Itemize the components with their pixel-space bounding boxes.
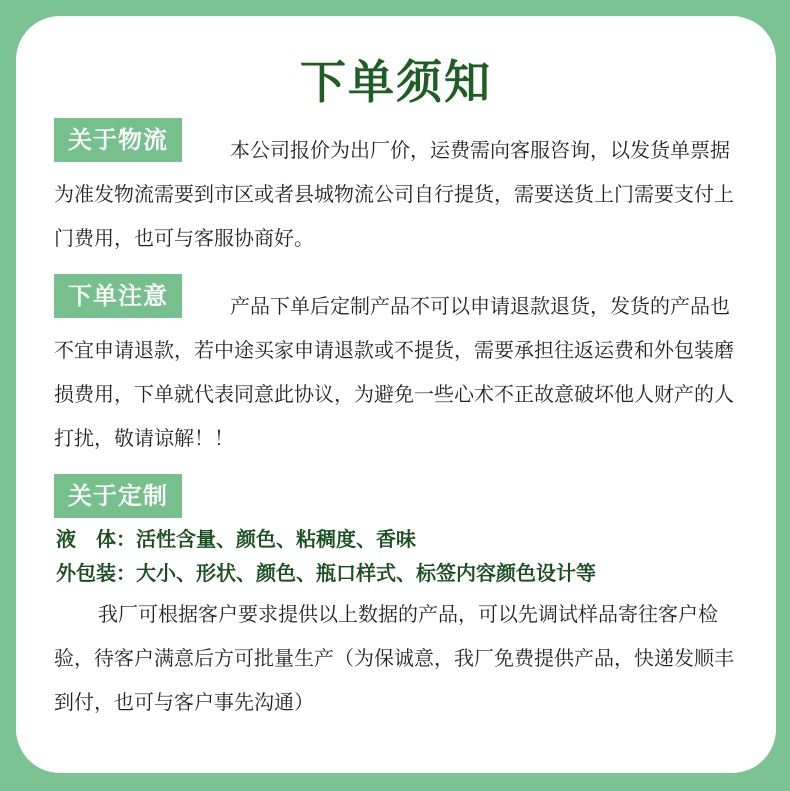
notice-card bbox=[16, 16, 776, 773]
order-notice-paragraph bbox=[54, 284, 744, 460]
customization-paragraph: 我厂可根据客户要求提供以上数据的产品，可以先调试样品寄往客户检验，待客户满意后方可批量生产（为保诚意，我厂免费提供产品，快递发顺丰到付，也可与客户事先沟通） bbox=[54, 602, 734, 714]
section-label-logistics: 关于物流 bbox=[54, 118, 182, 162]
page-title: 下单须知 bbox=[300, 55, 492, 109]
packaging-spec: 外包装：大小、形状、颜色、瓶口样式、标签内容颜色设计等 bbox=[56, 561, 596, 585]
order-notice-text: 产品下单后定制产品不可以申请退款退货，发货的产品也不宜申请退款，若中途买家申请退款或不提货，需要承担往返运费和外包装磨损费用，下单就代表同意此协议，为避免一些心术不正故意破坏他人财产的人打扰，敬请谅解！！ bbox=[54, 294, 734, 450]
section-label-customization: 关于定制 bbox=[54, 474, 182, 518]
logistics-paragraph bbox=[54, 128, 744, 260]
liquid-spec: 液 体：活性含量、颜色、粘稠度、香味 bbox=[56, 527, 416, 551]
section-label-order-notice: 下单注意 bbox=[54, 274, 182, 318]
logistics-text: 本公司报价为出厂价，运费需向客服咨询，以发货单票据为准发物流需要到市区或者县城物流公司自行提货，需要送货上门需要支付上门费用，也可与客服协商好。 bbox=[54, 138, 734, 250]
